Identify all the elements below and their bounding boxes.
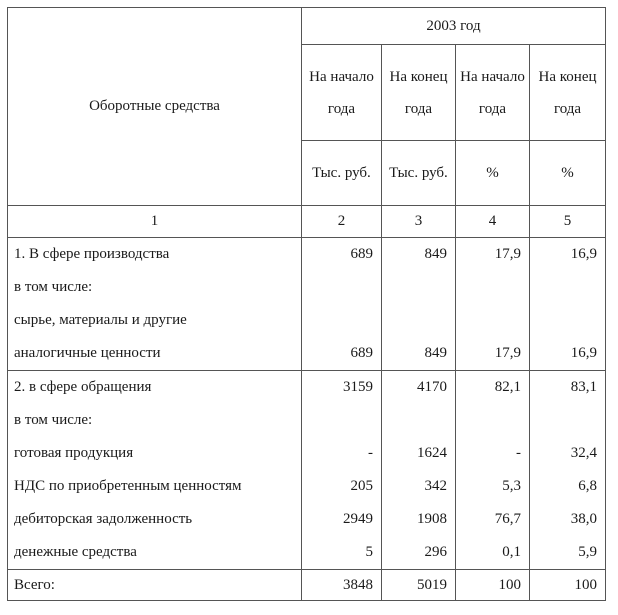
column-index: 2 bbox=[302, 206, 382, 238]
cell-value: 5 bbox=[365, 544, 373, 560]
cell-value bbox=[456, 304, 529, 337]
col-end-rub bbox=[382, 238, 456, 371]
cell-value bbox=[302, 404, 381, 437]
total-row bbox=[8, 570, 606, 601]
unit-header: % bbox=[456, 141, 530, 206]
cell-value: 17,9 bbox=[494, 246, 521, 262]
total-value: 3848 bbox=[302, 570, 382, 601]
cell-value: 849 bbox=[424, 246, 447, 262]
cell-value bbox=[382, 404, 455, 437]
cell-value bbox=[302, 271, 381, 304]
cell-value: 205 bbox=[350, 478, 373, 494]
row-label: в том числе: bbox=[14, 412, 93, 428]
column-index: 1 bbox=[8, 206, 302, 238]
col-end-pct bbox=[530, 238, 606, 371]
circulation-labels bbox=[8, 371, 302, 570]
cell-value bbox=[530, 304, 605, 337]
total-value: 100 bbox=[530, 570, 606, 601]
cell-value bbox=[302, 304, 381, 337]
cell-value bbox=[382, 304, 455, 337]
period-header: На начало года bbox=[456, 45, 530, 141]
row-label: денежные средства bbox=[14, 544, 137, 560]
row-label: готовая продукция bbox=[14, 445, 134, 461]
production-section bbox=[8, 238, 606, 371]
col-end-rub bbox=[382, 371, 456, 570]
cell-value: - bbox=[368, 445, 373, 461]
cell-value: 83,1 bbox=[570, 379, 598, 395]
period-header: На начало года bbox=[302, 45, 382, 141]
total-value: 100 bbox=[456, 570, 530, 601]
assets-header-cell: Оборотные средства bbox=[8, 8, 302, 206]
unit-header: Тыс. руб. bbox=[302, 141, 382, 206]
unit-header: Тыс. руб. bbox=[382, 141, 456, 206]
cell-value bbox=[530, 271, 605, 304]
col-start-pct bbox=[456, 238, 530, 371]
row-label: НДС по приобретенным ценностям bbox=[14, 478, 242, 494]
cell-value: 4170 bbox=[417, 379, 447, 395]
total-value: 5019 bbox=[382, 570, 456, 601]
cell-value: 3159 bbox=[343, 379, 373, 395]
period-header: На конец года bbox=[530, 45, 606, 141]
cell-value: 16,9 bbox=[570, 345, 598, 361]
row-label: дебиторская задолженность bbox=[14, 511, 193, 527]
circulation-section bbox=[8, 371, 606, 570]
column-index: 4 bbox=[456, 206, 530, 238]
cell-value: 17,9 bbox=[494, 345, 521, 361]
col-start-rub bbox=[302, 371, 382, 570]
col-start-rub bbox=[302, 238, 382, 371]
cell-value bbox=[456, 271, 529, 304]
cell-value: - bbox=[516, 445, 521, 461]
cell-value: 5,3 bbox=[502, 478, 521, 494]
cell-value bbox=[456, 404, 529, 437]
cell-value: 2949 bbox=[343, 511, 373, 527]
cell-value: 82,1 bbox=[494, 379, 521, 395]
production-labels bbox=[8, 238, 302, 371]
cell-value: 1908 bbox=[417, 511, 447, 527]
row-label: 1. В сфере производства bbox=[14, 246, 170, 262]
row-label: сырье, материалы и другие bbox=[14, 312, 187, 328]
row-label: аналогичные ценности bbox=[14, 345, 161, 361]
row-label: в том числе: bbox=[14, 279, 93, 295]
cell-value: 32,4 bbox=[570, 445, 598, 461]
column-index: 3 bbox=[382, 206, 456, 238]
year-header: 2003 год bbox=[302, 8, 606, 45]
cell-value: 5,9 bbox=[578, 544, 598, 560]
row-label: 2. в сфере обращения bbox=[14, 379, 152, 395]
cell-value: 849 bbox=[424, 345, 447, 361]
cell-value: 689 bbox=[350, 246, 373, 262]
cell-value: 296 bbox=[424, 544, 447, 560]
cell-value: 0,1 bbox=[502, 544, 521, 560]
cell-value bbox=[530, 404, 605, 437]
period-header: На конец года bbox=[382, 45, 456, 141]
total-label: Всего: bbox=[8, 570, 302, 601]
unit-header: % bbox=[530, 141, 606, 206]
cell-value: 1624 bbox=[417, 445, 447, 461]
cell-value: 76,7 bbox=[494, 511, 521, 527]
cell-value: 38,0 bbox=[570, 511, 598, 527]
cell-value: 6,8 bbox=[578, 478, 598, 494]
cell-value: 689 bbox=[350, 345, 373, 361]
col-end-pct bbox=[530, 371, 606, 570]
col-start-pct bbox=[456, 371, 530, 570]
cell-value: 342 bbox=[424, 478, 447, 494]
cell-value bbox=[382, 271, 455, 304]
current-assets-table bbox=[7, 7, 606, 601]
cell-value: 16,9 bbox=[570, 246, 598, 262]
column-index: 5 bbox=[530, 206, 606, 238]
